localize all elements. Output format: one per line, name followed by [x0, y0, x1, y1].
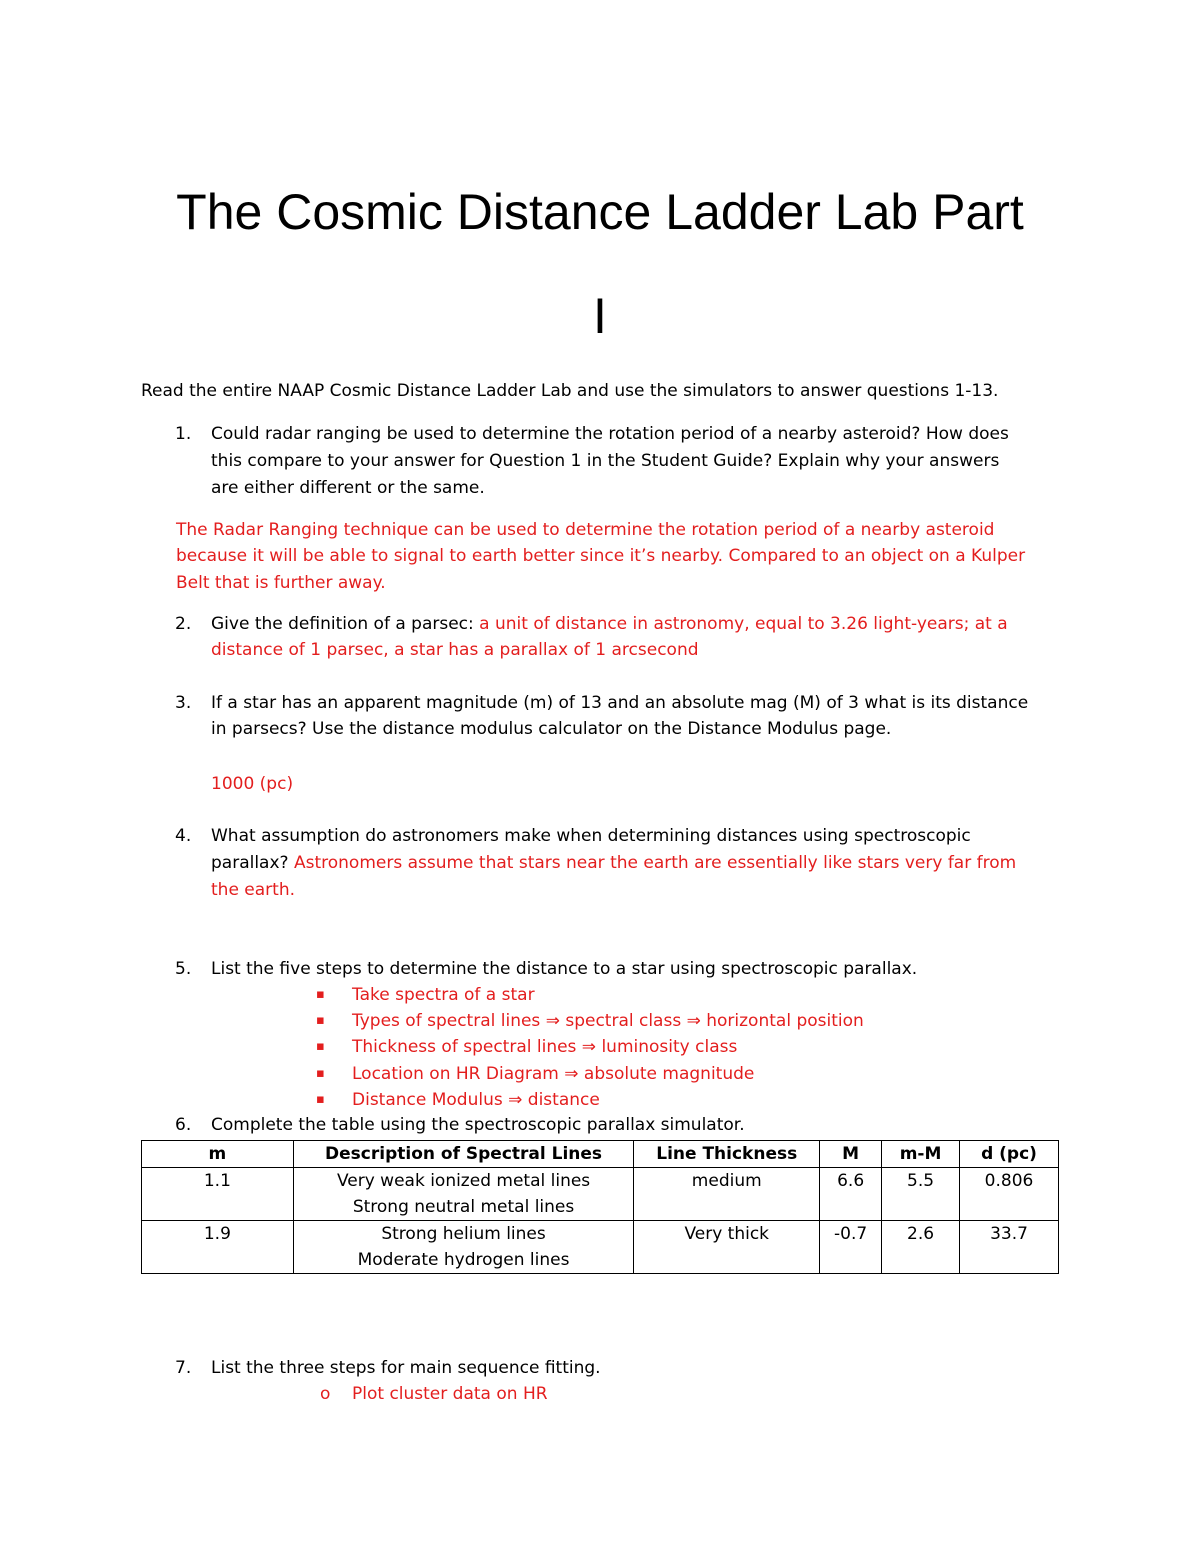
question-4-prompt: parallax? [211, 853, 294, 873]
cell-description-line-2: Moderate hydrogen lines [357, 1250, 570, 1270]
spectroscopic-table [141, 1140, 1059, 1274]
cell-description-line-1: Strong helium lines [381, 1224, 546, 1244]
cell-description [293, 1168, 634, 1221]
cell-distance: 0.806 [960, 1168, 1059, 1221]
answer-3: 1000 (pc) [211, 774, 294, 794]
cell-distance-modulus: 2.6 [882, 1221, 960, 1274]
table-header: m [142, 1141, 294, 1168]
answer-2-part-1: a unit of distance in astronomy, equal to 3.26 light-years; at a [479, 614, 1008, 634]
step-5-2: Types of spectral lines ⇒ spectral class ⇒ horizontal position [352, 1011, 864, 1031]
bullet-square-icon: ▪ [316, 1066, 325, 1081]
question-5-prompt: List the five steps to determine the distance to a star using spectroscopic parallax. [211, 959, 918, 979]
cell-abs-mag: 6.6 [820, 1168, 882, 1221]
bullet-square-icon: ▪ [316, 1039, 325, 1054]
question-7-prompt: List the three steps for main sequence fitting. [211, 1358, 601, 1378]
question-1-line-2: this compare to your answer for Question 1 in the Student Guide? Explain why your answers [211, 451, 1000, 471]
answer-1-line-3: Belt that is further away. [176, 573, 386, 593]
cell-distance-modulus: 5.5 [882, 1168, 960, 1221]
table-header: d (pc) [960, 1141, 1059, 1168]
cell-thickness: Very thick [634, 1221, 820, 1274]
cell-thickness: medium [634, 1168, 820, 1221]
table-header-row [142, 1141, 1059, 1168]
cell-m: 1.9 [142, 1221, 294, 1274]
answer-4-part-1: Astronomers assume that stars near the earth are essentially like stars very far from [293, 853, 1017, 873]
title-line-2: I [593, 288, 607, 344]
question-2-line-1 [211, 611, 1008, 637]
page-title [100, 160, 1100, 368]
table-header: Line Thickness [634, 1141, 820, 1168]
question-2-prompt: Give the definition of a parsec: [211, 614, 480, 634]
intro-text: Read the entire NAAP Cosmic Distance Ladder Lab and use the simulators to answer questions 1-13. [141, 381, 999, 401]
bullet-circle-icon: o [320, 1384, 331, 1404]
question-6-prompt: Complete the table using the spectroscopic parallax simulator. [211, 1115, 745, 1135]
question-4-line-2 [211, 850, 1016, 876]
question-3-line-1: If a star has an apparent magnitude (m) of 13 and an absolute mag (M) of 3 what is its distance [211, 693, 1029, 713]
cell-description-line-2: Strong neutral metal lines [352, 1197, 575, 1217]
question-4-number: 4. [175, 826, 192, 846]
question-1-number: 1. [175, 424, 192, 444]
cell-description-line-1: Very weak ionized metal lines [336, 1171, 591, 1191]
question-2-number: 2. [175, 614, 192, 634]
question-5-number: 5. [175, 959, 192, 979]
question-1-line-3: are either different or the same. [211, 478, 485, 498]
step-5-3: Thickness of spectral lines ⇒ luminosity class [352, 1037, 738, 1057]
cell-description [293, 1221, 634, 1274]
bullet-square-icon: ▪ [316, 987, 325, 1002]
question-3-number: 3. [175, 693, 192, 713]
answer-1-line-2: because it will be able to signal to earth better since it’s nearby. Compared to an object on a Kulper [176, 546, 1026, 566]
table-row [142, 1168, 1059, 1221]
bullet-square-icon: ▪ [316, 1013, 325, 1028]
question-7-number: 7. [175, 1358, 192, 1378]
step-5-1: Take spectra of a star [352, 985, 535, 1005]
table-header: m-M [882, 1141, 960, 1168]
step-5-4: Location on HR Diagram ⇒ absolute magnitude [352, 1064, 755, 1084]
title-line-1: The Cosmic Distance Ladder Lab Part [176, 184, 1024, 240]
cell-m: 1.1 [142, 1168, 294, 1221]
question-6-number: 6. [175, 1115, 192, 1135]
question-4-line-1: What assumption do astronomers make when determining distances using spectroscopic [211, 826, 971, 846]
step-5-5: Distance Modulus ⇒ distance [352, 1090, 600, 1110]
answer-2-line-2: distance of 1 parsec, a star has a parallax of 1 arcsecond [211, 640, 699, 660]
table-row [142, 1221, 1059, 1274]
bullet-square-icon: ▪ [316, 1092, 325, 1107]
question-1-line-1: Could radar ranging be used to determine the rotation period of a nearby asteroid? How does [211, 424, 1009, 444]
question-3-line-2: in parsecs? Use the distance modulus calculator on the Distance Modulus page. [211, 719, 892, 739]
table-header: Description of Spectral Lines [293, 1141, 634, 1168]
step-7-1: Plot cluster data on HR [352, 1384, 548, 1404]
cell-abs-mag: -0.7 [820, 1221, 882, 1274]
cell-distance: 33.7 [960, 1221, 1059, 1274]
table-header: M [820, 1141, 882, 1168]
answer-4-line-3: the earth. [211, 880, 296, 900]
answer-1-line-1: The Radar Ranging technique can be used to determine the rotation period of a nearby asteroid [176, 520, 995, 540]
